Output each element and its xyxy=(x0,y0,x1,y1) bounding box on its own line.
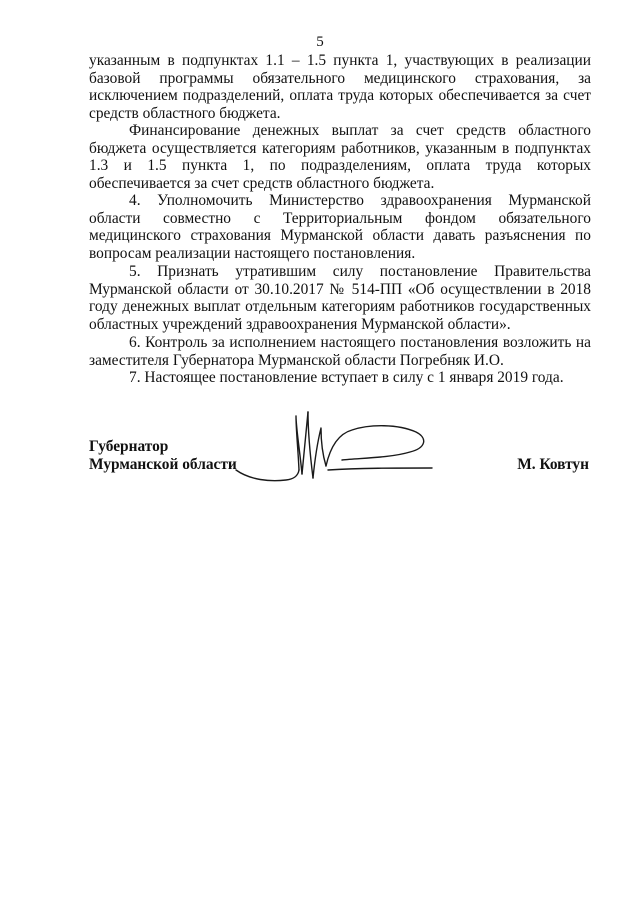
signer-position-line2: Мурманской области xyxy=(89,456,237,473)
page-number: 5 xyxy=(316,34,324,50)
signature-block xyxy=(89,438,591,474)
paragraph-item-4: 4. Уполномочить Министерство здравоохранения Мурманской области совместно с Территориальным фондом обязательного медицинского страхования Мурманской области давать разъяснения по вопросам реализации настоящего постановления. xyxy=(89,192,591,262)
body-text xyxy=(89,52,591,387)
paragraph-financing: Финансирование денежных выплат за счет средств областного бюджета осуществляется категориям работников, указанным в подпунктах 1.3 и 1.5 пункта 1, по подразделениям, оплата труда которых обеспечивается за счет средств областного бюджета. xyxy=(89,122,591,192)
signer-position-line1: Губернатор xyxy=(89,438,169,455)
paragraph-item-6: 6. Контроль за исполнением настоящего постановления возложить на заместителя Губернатора Мурманской области Погребняк И.О. xyxy=(89,334,591,369)
paragraph-continuation: указанным в подпунктах 1.1 – 1.5 пункта 1, участвующих в реализации базовой программы обязательного медицинского страхования, за исключением подразделений, оплата труда которых обеспечивается за счет средств областного бюджета. xyxy=(89,52,591,122)
paragraph-item-5: 5. Признать утратившим силу постановление Правительства Мурманской области от 30.10.2017 № 514-ПП «Об осуществлении в 2018 году денежных выплат отдельным категориям работников государственных областных учреждений здравоохранения Мурманской области». xyxy=(89,263,591,333)
paragraph-item-7: 7. Настоящее постановление вступает в силу с 1 января 2019 года. xyxy=(129,369,564,386)
signer-name: М. Ковтун xyxy=(517,456,589,473)
